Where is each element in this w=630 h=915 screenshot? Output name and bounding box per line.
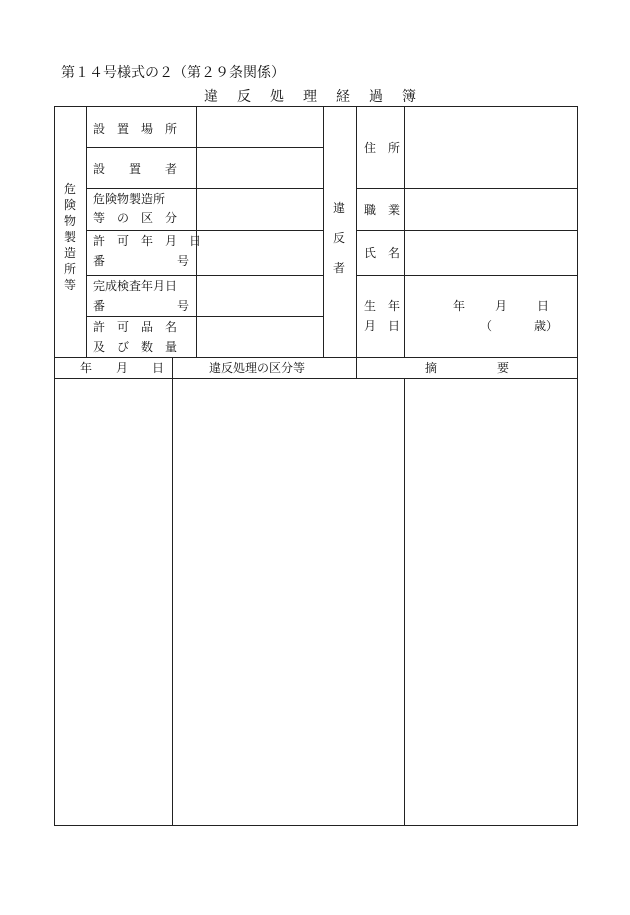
occupation-label: 職 業 bbox=[364, 203, 401, 217]
title-char: 反 bbox=[237, 89, 251, 105]
birth-label-line2: 月 日 bbox=[364, 319, 401, 333]
name-label: 氏 名 bbox=[364, 246, 401, 260]
birth-label-line1: 生 年 bbox=[364, 299, 401, 313]
log-header-summary: 摘 要 bbox=[425, 361, 510, 375]
title-char: 経 bbox=[336, 89, 350, 105]
title-char: 理 bbox=[303, 89, 317, 105]
title-char: 処 bbox=[270, 89, 284, 105]
items-label-line1: 許 可 品 名 bbox=[93, 320, 178, 334]
category-label-line1: 危険物製造所 bbox=[93, 192, 166, 206]
log-header-category: 違反処理の区分等 bbox=[209, 361, 306, 375]
title-char: 簿 bbox=[402, 89, 416, 105]
installer-label: 設 置 者 bbox=[93, 162, 178, 176]
title-char: 違 bbox=[204, 89, 218, 105]
form-caption: 第１４号様式の２（第２９条関係） bbox=[61, 65, 285, 81]
permit-label-line1: 許 可 年 月 日 bbox=[93, 234, 202, 248]
title-char: 過 bbox=[369, 89, 383, 105]
age-open-paren: （ bbox=[480, 319, 493, 333]
birth-month-unit: 月 bbox=[495, 299, 508, 313]
address-label: 住 所 bbox=[364, 141, 401, 155]
permit-label-line2: 番 号 bbox=[93, 254, 190, 268]
violator-group-label: 違反者 bbox=[332, 201, 345, 275]
birth-year-unit: 年 bbox=[453, 299, 466, 313]
category-label-line2: 等 の 区 分 bbox=[93, 211, 178, 225]
inspection-label-line2: 番 号 bbox=[93, 299, 190, 313]
inspection-label-line1: 完成検査年月日 bbox=[93, 279, 178, 293]
log-header-date: 年 月 日 bbox=[80, 361, 165, 375]
birth-day-unit: 日 bbox=[537, 299, 550, 313]
items-label-line2: 及 び 数 量 bbox=[93, 340, 178, 354]
age-close: 歳） bbox=[534, 319, 559, 333]
location-label: 設 置 場 所 bbox=[93, 122, 178, 136]
facility-group-label: 危険物製造所等 bbox=[63, 182, 76, 292]
